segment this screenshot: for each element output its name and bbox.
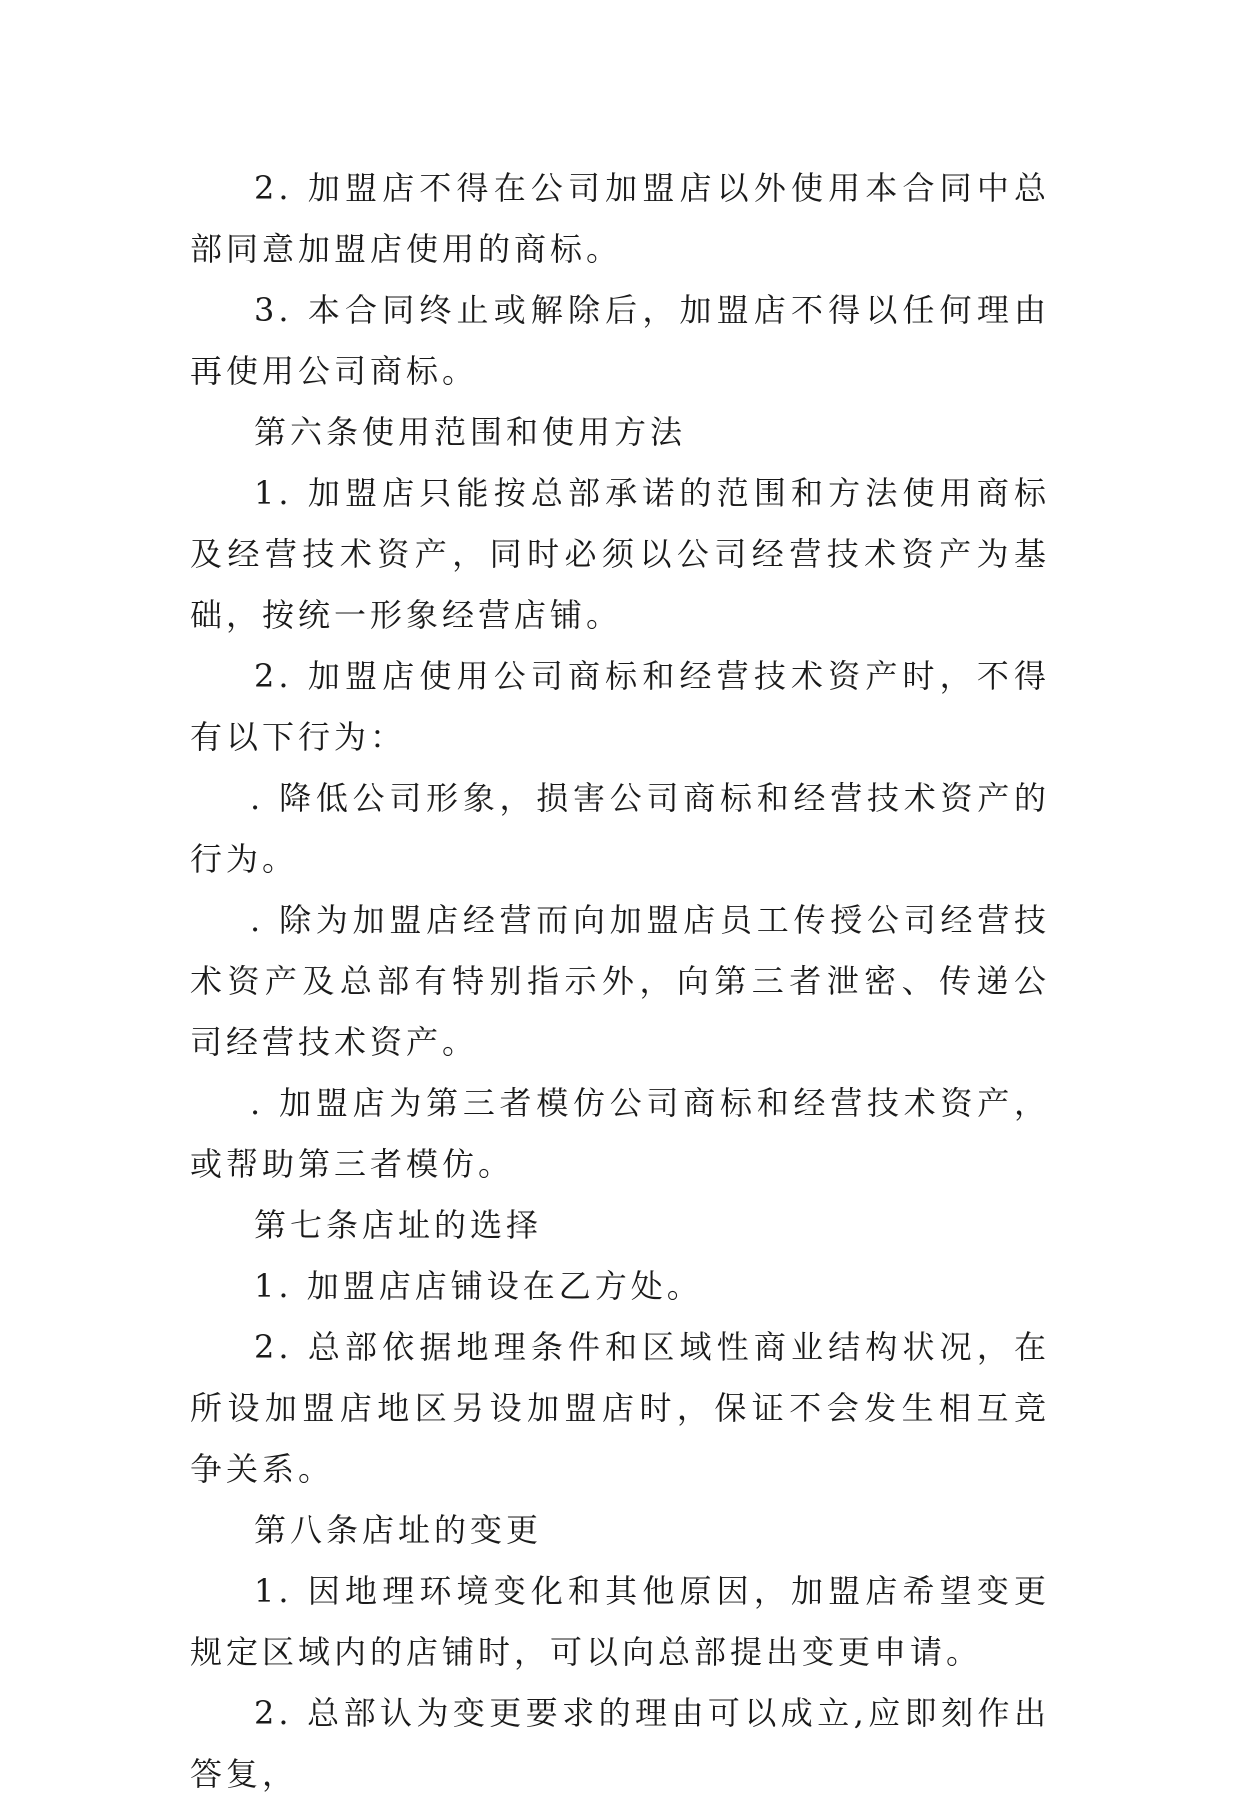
clause-6-item-2: 2. 加盟店使用公司商标和经营技术资产时，不得有以下行为： xyxy=(190,657,1050,756)
clause-6-subitem-a: . 降低公司形象，损害公司商标和经营技术资产的行为。 xyxy=(190,779,1050,878)
clause-8-item-1: 1. 因地理环境变化和其他原因，加盟店希望变更规定区域内的店铺时，可以向总部提出变更申请。 xyxy=(190,1572,1050,1671)
clause-6-subitem-c: . 加盟店为第三者模仿公司商标和经营技术资产，或帮助第三者模仿。 xyxy=(190,1084,1050,1183)
clause-6-heading: 第六条使用范围和使用方法 xyxy=(254,413,687,451)
clause-7-item-1: 1. 加盟店店铺设在乙方处。 xyxy=(254,1267,703,1305)
clause-6-subitem-b: . 除为加盟店经营而向加盟店员工传授公司经营技术资产及总部有特别指示外，向第三者泄密、传递公司经营技术资产。 xyxy=(190,901,1050,1061)
clause-5-item-2: 2. 加盟店不得在公司加盟店以外使用本合同中总部同意加盟店使用的商标。 xyxy=(190,169,1050,268)
clause-5-item-3: 3. 本合同终止或解除后，加盟店不得以任何理由再使用公司商标。 xyxy=(190,291,1050,390)
clause-8-heading: 第八条店址的变更 xyxy=(254,1511,543,1549)
clause-7-heading: 第七条店址的选择 xyxy=(254,1206,543,1244)
clause-6-item-1: 1. 加盟店只能按总部承诺的范围和方法使用商标及经营技术资产，同时必须以公司经营技术资产为基础，按统一形象经营店铺。 xyxy=(190,474,1050,634)
clause-8-item-2: 2. 总部认为变更要求的理由可以成立,应即刻作出答复， xyxy=(190,1694,1050,1793)
document-body xyxy=(190,158,1050,1805)
clause-7-item-2: 2. 总部依据地理条件和区域性商业结构状况，在所设加盟店地区另设加盟店时，保证不会发生相互竞争关系。 xyxy=(190,1328,1050,1488)
